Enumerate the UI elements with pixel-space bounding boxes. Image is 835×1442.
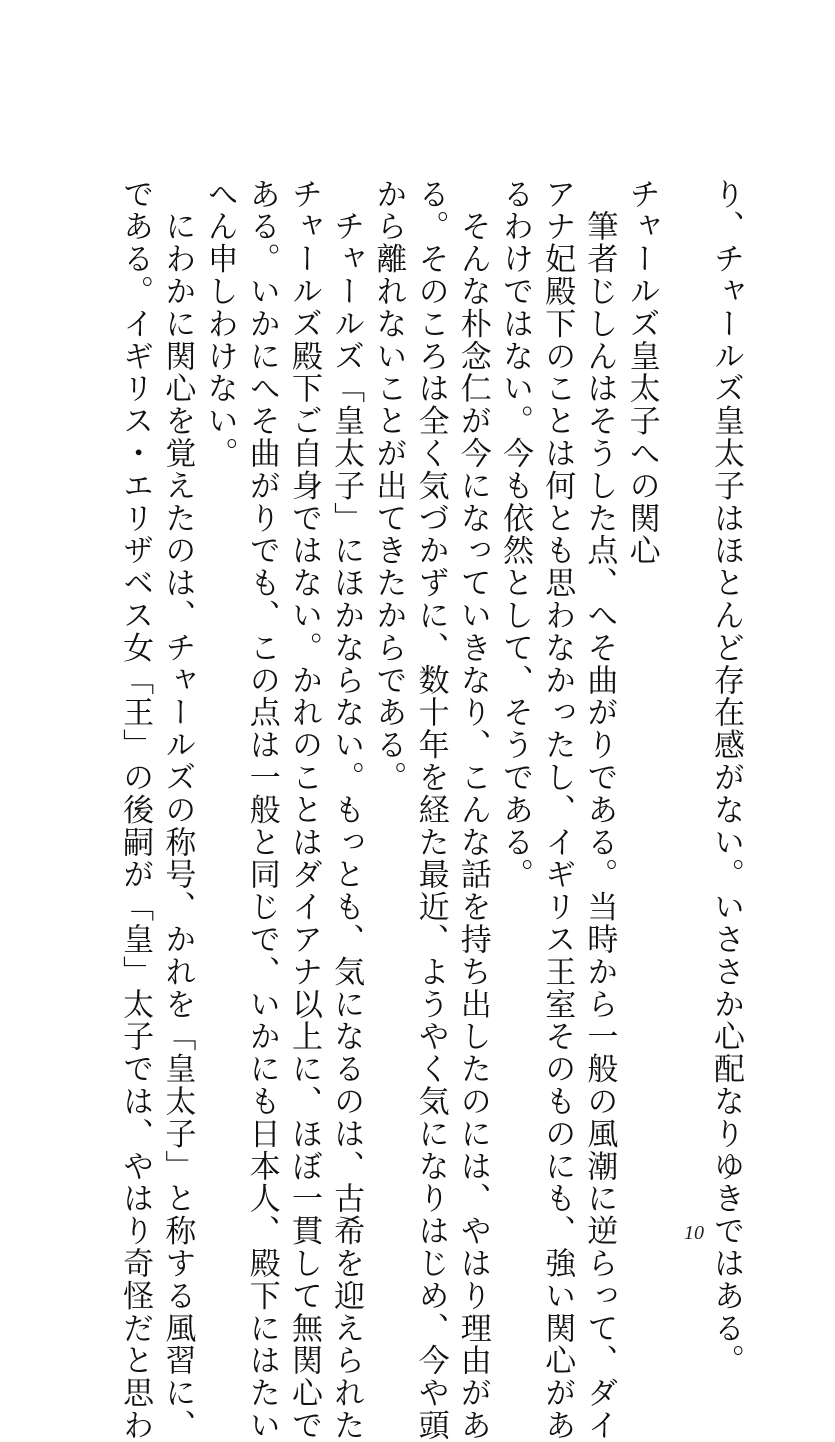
text-line: 筆者じしんはそうした点、へそ曲がりである。当時から一般の風潮に逆らって、ダイ <box>581 178 618 1442</box>
text-line: である。イギリス・エリザベス女「王」の後嗣が「皇」太子では、やはり奇怪だと思わ <box>117 178 154 1442</box>
text-line: る。そのころは全く気づかずに、数十年を経た最近、ようやく気になりはじめ、今や頭 <box>412 178 449 1442</box>
text-line: へん申しわけない。 <box>201 178 238 470</box>
text-line: アナ妃殿下のことは何とも思わなかったし、イギリス王室そのものにも、強い関心があ <box>539 178 576 1442</box>
text-line: にわかに関心を覚えたのは、チャールズの称号、かれを「皇太子」と称する風習に、 <box>159 178 196 1442</box>
text-line: チャールズ「皇太子」にほかならない。もっとも、気になるのは、古希を迎えられた <box>328 178 365 1442</box>
page-number: 10 <box>684 1222 704 1244</box>
text-line: るわけではない。今も依然として、そうである。 <box>496 178 533 891</box>
section-heading: チャールズ皇太子への関心 <box>623 178 660 567</box>
text-line: り、チャールズ皇太子はほとんど存在感がない。いささか心配なりゆきではある。 <box>708 178 744 1377</box>
text-line: ある。いかにへそ曲がりでも、この点は一般と同じで、いかにも日本人、殿下にはたい <box>243 178 280 1442</box>
text-line: そんな朴念仁が今になっていきなり、こんな話を持ち出したのには、やはり理由があ <box>454 178 491 1442</box>
text-line: から離れないことが出てきたからである。 <box>370 178 407 794</box>
text-line: チャールズ殿下ご自身ではない。かれのことはダイアナ以上に、ほぼ一貫して無関心で <box>285 178 322 1442</box>
blank-line <box>663 178 705 1213</box>
